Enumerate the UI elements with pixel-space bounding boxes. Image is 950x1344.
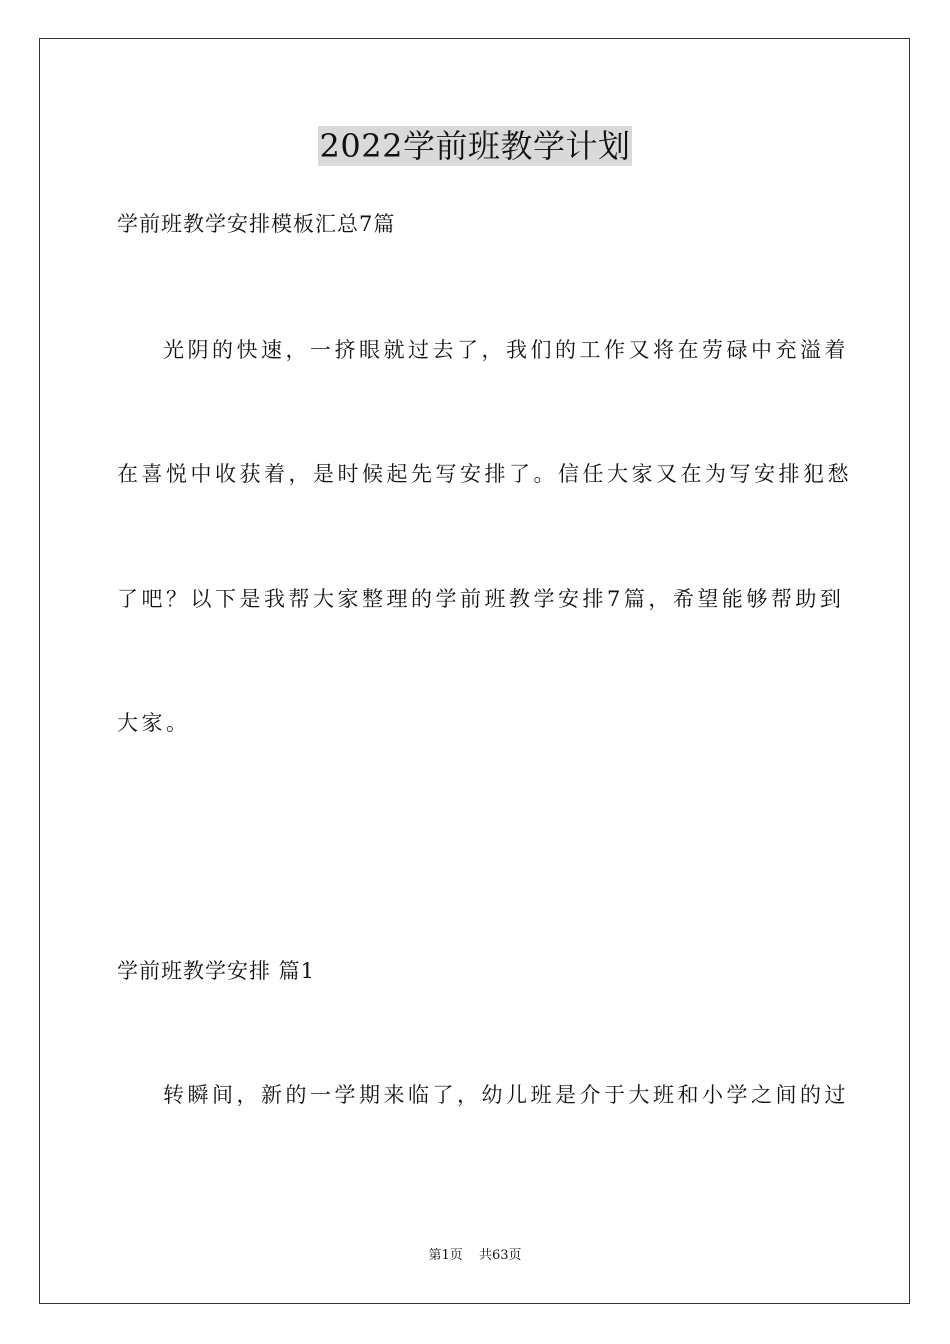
document-title: 2022学前班教学计划	[319, 127, 631, 165]
title-container	[0, 126, 950, 166]
page-number-current: 第1页	[428, 1248, 463, 1263]
intro-line-4: 大家。	[117, 711, 191, 735]
page-number-total: 共63页	[478, 1248, 522, 1263]
section-line-1: 转瞬间，新的一学期来临了，幼儿班是介于大班和小学之间的过	[163, 1083, 849, 1107]
page-footer	[0, 1247, 950, 1265]
intro-line-2: 在喜悦中收获着，是时候起先写安排了。信任大家又在为写安排犯愁	[117, 462, 852, 486]
document-subtitle: 学前班教学安排模板汇总7篇	[117, 212, 396, 236]
intro-line-3: 了吧？以下是我帮大家整理的学前班教学安排7篇，希望能够帮助到	[117, 587, 845, 611]
intro-line-1: 光阴的快速，一挤眼就过去了，我们的工作又将在劳碌中充溢着	[163, 338, 849, 362]
section-heading: 学前班教学安排 篇1	[117, 959, 316, 983]
